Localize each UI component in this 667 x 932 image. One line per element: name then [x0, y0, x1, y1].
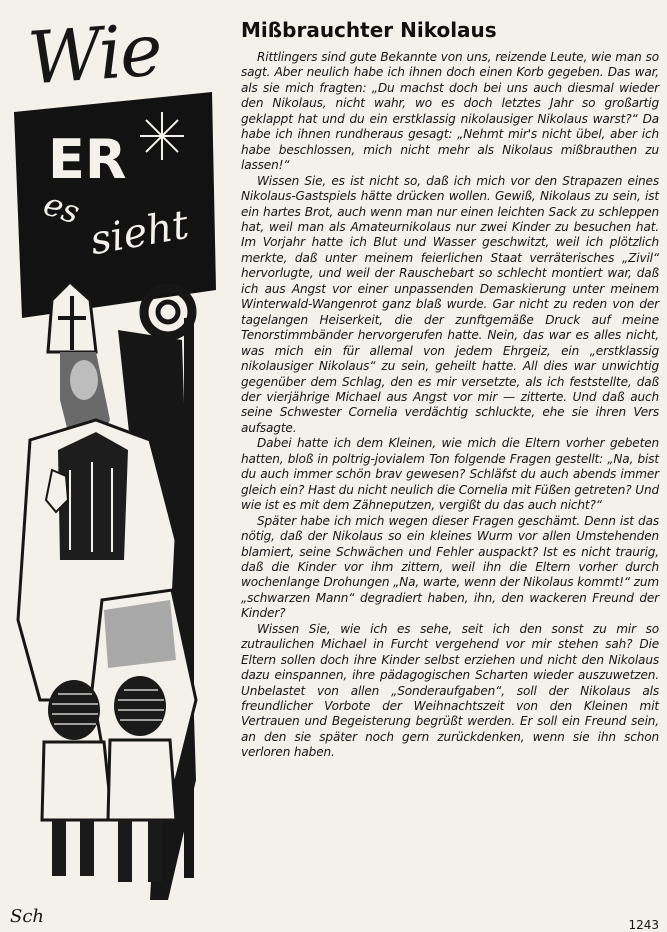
article-paragraph: Dabei hatte ich dem Kleinen, wie mich die Eltern vorher gebeten hatten, bloß in poltrig-jovialem Ton folgende Fragen gestellt: „Na, bist du auch immer schön brav gewesen? Schläfst du auch abends immer gleich ein? Hast du nicht neulich die Cornelia mit Füßen getreten? Und wie ist es mit dem Zähneputzen, vergißt du das auch nicht?“: [241, 436, 659, 513]
masthead-es: es: [38, 184, 85, 232]
article-paragraph: Rittlingers sind gute Bekannte von uns, reizende Leute, wie man so sagt. Aber neulich habe ich ihnen doch einen Korb gegeben. Das war, als sie mich fragten: „Du machst doch bei uns auch diesmal wieder den Nikolaus, nicht wahr, wo es doch letztes Jahr so großartig geklappt hat und du ein erstklassig nikolausiger Nikolaus warst?“ Da habe ich ihnen rundheraus gesagt: „Nehmt mir's nicht übel, aber ich habe beschlossen, mich nicht mehr als Nikolaus mißbrauthen zu lassen!“: [241, 50, 659, 173]
masthead-er: ER: [48, 128, 127, 191]
article-paragraph: Wissen Sie, wie ich es sehe, seit ich den sonst zu mir so zutraulichen Michael in Furcht vergehend vor mir stehen sah? Die Eltern sollen doch ihre Kinder selbst erziehen und nicht den Nikolaus dazu einspannen, ihre pädagogischen Scharten wieder auszuwetzen. Unbelastet von allen „Sonderaufgaben“, soll der Nikolaus als freundlicher Vorbote der Weihnachtszeit von den Kleinen mit Vertrauen und Begeisterung begrüßt werden. Er soll ein Freund sein, an den sie später noch gern zurückdenken, wenn sie ihn schon verloren haben.: [241, 621, 659, 760]
article: [241, 18, 659, 761]
masthead-wie: Wie: [25, 7, 164, 101]
page-number: 1243: [628, 918, 659, 932]
artist-signature: Sch: [10, 906, 45, 927]
article-paragraph: Wissen Sie, es ist nicht so, daß ich mich vor den Strapazen eines Nikolaus-Gastspiels hätte drücken wollen. Gewiß, Nikolaus zu sein, ist ein hartes Brot, auch wenn man nur einen leichten Sack zu schleppen hat, weil man als Amateurnikolaus nur zwei Kinder zu besuchen hat. Im Vorjahr hatte ich Blut und Wasser geschwitzt, weil ich plötzlich merkte, daß unter meinem feierlichen Staat verräterisches „Zivil“ hervorlugte, und weil der Rauschebart so schlecht montiert war, daß ich aus Angst vor einer unpassenden Demaskierung unter meinem Winterwald-Wangenrot ganz blaß wurde. Gar nicht zu reden von der tagelangen Heiserkeit, die der zunftgemäße Druck auf meine Tenorstimmbänder hervorgerufen hatte. Nein, das war es alles nicht, was mich ein für allemal von jedem Ehrgeiz, ein „erstklassig nikolausiger Nikolaus“ zu sein, geheilt hatte. All dies war unwichtig gegenüber dem Schlag, den es mir versetzte, als ich feststellte, daß der vierjährige Michael aus Angst vor mir — zitterte. Und daß auch seine Schwester Cornelia verdächtig schluckte, ehe sie ihren Vers aufsagte.: [241, 173, 659, 435]
article-paragraph: Später habe ich mich wegen dieser Fragen geschämt. Denn ist das nötig, daß der Nikolaus so ein kleines Wurm vor allen Umstehenden blamiert, seine Schwächen und Fehler auspackt? Ist es nicht traurig, daß die Kinder vor ihm zittern, weil ihn die Eltern vorher durch wochenlange Drohungen „Na, warte, wenn der Nikolaus kommt!“ zum „schwarzen Mann“ degradiert haben, ihn, den wackeren Freund der Kinder?: [241, 513, 659, 621]
nikolaus-illustration: [0, 0, 236, 930]
masthead-sieht: sieht: [86, 201, 193, 265]
article-title: Mißbrauchter Nikolaus: [241, 18, 497, 42]
